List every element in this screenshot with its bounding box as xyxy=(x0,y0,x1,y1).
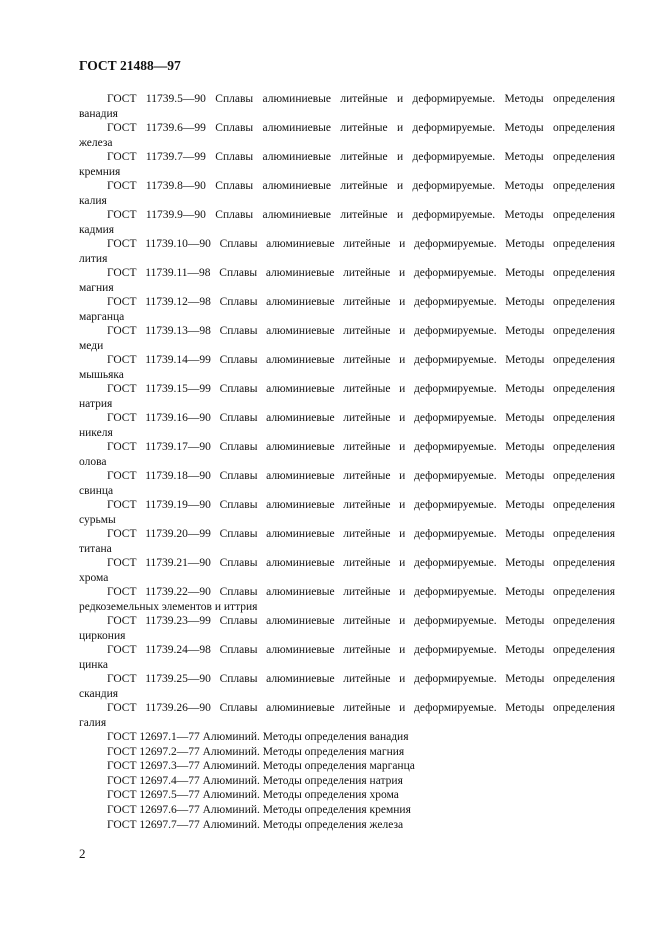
standard-entry-line xyxy=(79,92,615,107)
standard-title: Сплавы алюминиевые литейные и деформируемые. Методы определения xyxy=(219,296,616,308)
aluminium-standards xyxy=(79,730,615,832)
standard-title: Сплавы алюминиевые литейные и деформируемые. Методы определения xyxy=(219,441,616,453)
standard-element: хрома xyxy=(79,571,109,584)
standard-element: свинца xyxy=(79,484,114,497)
standard-code: ГОСТ 11739.8—90 xyxy=(107,180,206,192)
standard-entry-short: ГОСТ 12697.2—77 Алюминий. Методы определения магния xyxy=(107,745,405,758)
standard-element: титана xyxy=(79,542,112,555)
standard-element: магния xyxy=(79,281,114,294)
standard-code: ГОСТ 11739.26—90 xyxy=(107,702,211,714)
standard-code: ГОСТ 11739.13—98 xyxy=(107,325,211,337)
standard-entry-line xyxy=(79,585,615,600)
standard-entry xyxy=(79,324,615,353)
standard-entry xyxy=(79,585,615,614)
standard-entry xyxy=(79,672,615,701)
standard-title: Сплавы алюминиевые литейные и деформируемые. Методы определения xyxy=(219,412,616,424)
standard-entry-line xyxy=(79,643,615,658)
standard-code: ГОСТ 11739.12—98 xyxy=(107,296,211,308)
standard-element: ванадия xyxy=(79,107,118,120)
standard-title: Сплавы алюминиевые литейные и деформируемые. Методы определения xyxy=(219,325,616,337)
standard-entry-short: ГОСТ 12697.4—77 Алюминий. Методы определения натрия xyxy=(107,774,403,787)
standard-code: ГОСТ 11739.22—90 xyxy=(107,586,211,598)
standard-code: ГОСТ 11739.9—90 xyxy=(107,209,206,221)
standard-element: натрия xyxy=(79,397,113,410)
standard-entry xyxy=(79,237,615,266)
standard-title: Сплавы алюминиевые литейные и деформируемые. Методы определения xyxy=(215,180,616,192)
standard-title: Сплавы алюминиевые литейные и деформируемые. Методы определения xyxy=(215,93,616,105)
standard-title: Сплавы алюминиевые литейные и деформируемые. Методы определения xyxy=(219,673,616,685)
standard-entry-line xyxy=(79,237,615,252)
standard-entry-short: ГОСТ 12697.7—77 Алюминий. Методы определения железа xyxy=(107,818,404,831)
standards-list xyxy=(79,92,615,832)
standard-entry xyxy=(79,179,615,208)
standard-entry xyxy=(79,382,615,411)
standard-entry-line xyxy=(79,469,615,484)
standard-entry-line xyxy=(79,208,615,223)
standard-title: Сплавы алюминиевые литейные и деформируемые. Методы определения xyxy=(215,151,616,163)
standard-entry xyxy=(79,701,615,730)
standard-entry xyxy=(79,614,615,643)
standard-code: ГОСТ 11739.20—99 xyxy=(107,528,211,540)
standard-entry-line xyxy=(79,150,615,165)
standard-code: ГОСТ 11739.6—99 xyxy=(107,122,206,134)
standard-title: Сплавы алюминиевые литейные и деформируемые. Методы определения xyxy=(219,267,616,279)
standard-entry xyxy=(79,643,615,672)
standard-code: ГОСТ 11739.14—99 xyxy=(107,354,211,366)
standard-entry xyxy=(79,295,615,324)
standard-element: марганца xyxy=(79,310,125,323)
page-header: ГОСТ 21488—97 xyxy=(79,58,181,73)
standard-entry-line xyxy=(79,382,615,397)
standard-entry xyxy=(79,556,615,585)
standard-title: Сплавы алюминиевые литейные и деформируемые. Методы определения xyxy=(219,702,616,714)
standard-entry xyxy=(79,498,615,527)
standard-element: лития xyxy=(79,252,108,265)
standard-title: Сплавы алюминиевые литейные и деформируемые. Методы определения xyxy=(219,586,616,598)
standard-element: меди xyxy=(79,339,104,352)
standard-code: ГОСТ 11739.23—99 xyxy=(107,615,211,627)
standard-entry-line xyxy=(79,672,615,687)
standard-code: ГОСТ 11739.17—90 xyxy=(107,441,211,453)
standard-code: ГОСТ 11739.24—98 xyxy=(107,644,211,656)
standard-entry xyxy=(79,469,615,498)
standard-code: ГОСТ 11739.15—99 xyxy=(107,383,211,395)
standard-code: ГОСТ 11739.25—90 xyxy=(107,673,211,685)
standard-title: Сплавы алюминиевые литейные и деформируемые. Методы определения xyxy=(219,644,616,656)
standard-entry xyxy=(79,411,615,440)
standard-element: кадмия xyxy=(79,223,115,236)
standard-entry xyxy=(79,266,615,295)
standard-element: калия xyxy=(79,194,107,207)
standard-entry xyxy=(79,208,615,237)
standard-entry-short: ГОСТ 12697.6—77 Алюминий. Методы определения кремния xyxy=(107,803,411,816)
standard-entry-short: ГОСТ 12697.1—77 Алюминий. Методы определения ванадия xyxy=(107,731,409,743)
standard-entry-line xyxy=(79,527,615,542)
standard-element: олова xyxy=(79,455,107,468)
standard-element: цинка xyxy=(79,658,108,671)
standard-element: циркония xyxy=(79,629,126,642)
standard-title: Сплавы алюминиевые литейные и деформируемые. Методы определения xyxy=(219,238,616,250)
standard-element: галия xyxy=(79,716,107,729)
standard-element: железа xyxy=(79,136,113,149)
standard-entry xyxy=(79,150,615,179)
standard-element: скандия xyxy=(79,687,119,700)
standard-code: ГОСТ 11739.7—99 xyxy=(107,151,206,163)
standard-element: сурьмы xyxy=(79,513,116,526)
standard-entry-line xyxy=(79,295,615,310)
standard-element: кремния xyxy=(79,165,121,178)
standard-code: ГОСТ 11739.18—90 xyxy=(107,470,211,482)
standard-entry-line xyxy=(79,324,615,339)
alloy-standards xyxy=(79,92,615,730)
standard-title: Сплавы алюминиевые литейные и деформируемые. Методы определения xyxy=(219,528,616,540)
standard-element: никеля xyxy=(79,426,113,439)
standard-entry xyxy=(79,121,615,150)
standard-entry xyxy=(79,353,615,382)
standard-title: Сплавы алюминиевые литейные и деформируемые. Методы определения xyxy=(219,383,616,395)
standard-entry-line xyxy=(79,411,615,426)
standard-entry-short: ГОСТ 12697.3—77 Алюминий. Методы определения марганца xyxy=(107,760,415,773)
standard-code: ГОСТ 11739.11—98 xyxy=(107,267,211,279)
standard-entry xyxy=(79,92,615,121)
standard-title: Сплавы алюминиевые литейные и деформируемые. Методы определения xyxy=(219,354,616,366)
standard-entry-line xyxy=(79,266,615,281)
standard-entry-short: ГОСТ 12697.5—77 Алюминий. Методы определения хрома xyxy=(107,789,399,802)
standard-code: ГОСТ 11739.21—90 xyxy=(107,557,211,569)
standard-title: Сплавы алюминиевые литейные и деформируемые. Методы определения xyxy=(219,615,616,627)
standard-title: Сплавы алюминиевые литейные и деформируемые. Методы определения xyxy=(219,470,616,482)
standard-element: редкоземельных элементов и иттрия xyxy=(79,600,258,613)
standard-entry xyxy=(79,527,615,556)
standard-code: ГОСТ 11739.5—90 xyxy=(107,93,206,105)
standard-entry-line xyxy=(79,701,615,716)
standard-title: Сплавы алюминиевые литейные и деформируемые. Методы определения xyxy=(219,499,616,511)
page-number: 2 xyxy=(79,846,86,861)
standard-entry-line xyxy=(79,353,615,368)
standard-code: ГОСТ 11739.19—90 xyxy=(107,499,211,511)
standard-code: ГОСТ 11739.10—90 xyxy=(107,238,211,250)
standard-code: ГОСТ 11739.16—90 xyxy=(107,412,211,424)
standard-title: Сплавы алюминиевые литейные и деформируемые. Методы определения xyxy=(215,209,616,221)
standard-element: мышьяка xyxy=(79,368,124,381)
standard-entry-line xyxy=(79,614,615,629)
standard-title: Сплавы алюминиевые литейные и деформируемые. Методы определения xyxy=(215,122,616,134)
standard-entry xyxy=(79,440,615,469)
standard-entry-line xyxy=(79,498,615,513)
standard-entry-line xyxy=(79,121,615,136)
standard-entry-line xyxy=(79,440,615,455)
standard-title: Сплавы алюминиевые литейные и деформируемые. Методы определения xyxy=(219,557,616,569)
standard-entry-line xyxy=(79,556,615,571)
standard-entry-line xyxy=(79,179,615,194)
